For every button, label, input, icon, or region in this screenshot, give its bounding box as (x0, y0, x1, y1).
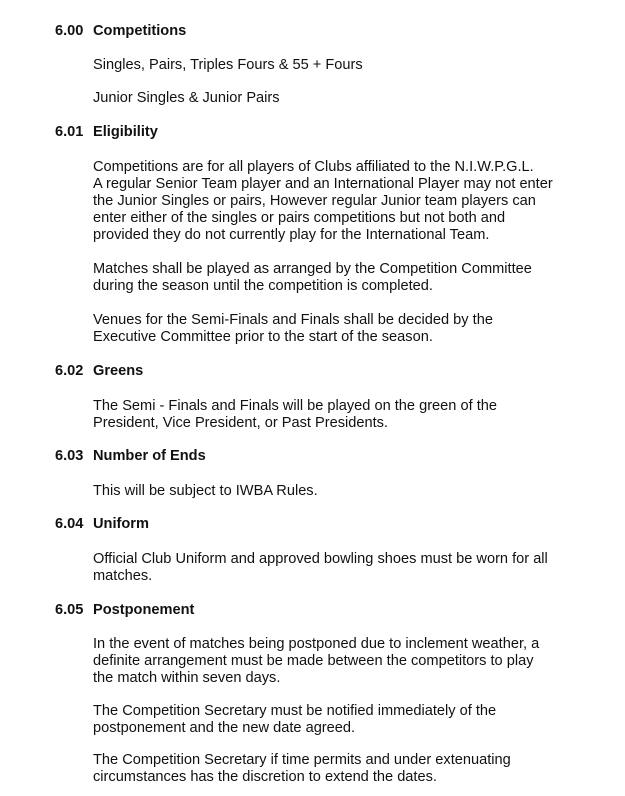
section-heading (55, 363, 143, 380)
paragraph: The Competition Secretary must be notified immediately of the postponement and the new date agreed. (93, 703, 497, 736)
section-title: Greens (93, 363, 144, 379)
section-number: 6.05 (55, 602, 84, 618)
paragraph: In the event of matches being postponed due to inclement weather, a definite arrangement must be made between the competitors to play the match within seven days. (93, 636, 540, 686)
section-number: 6.04 (55, 516, 84, 532)
section-number: 6.00 (55, 23, 84, 39)
section-title: Uniform (93, 516, 149, 532)
section-heading (55, 23, 186, 40)
paragraph: Matches shall be played as arranged by the Competition Committee during the season until the competition is completed. (93, 261, 532, 294)
section-title: Number of Ends (93, 448, 206, 464)
paragraph: Singles, Pairs, Triples Fours & 55 + Fours (93, 57, 363, 73)
section-number: 6.02 (55, 363, 84, 379)
section-number: 6.03 (55, 448, 84, 464)
section-heading (55, 602, 194, 619)
paragraph: This will be subject to IWBA Rules. (93, 483, 318, 499)
paragraph: The Semi - Finals and Finals will be played on the green of the President, Vice President, or Past Presidents. (93, 398, 497, 431)
section-title: Postponement (93, 602, 195, 618)
section-number: 6.01 (55, 124, 84, 140)
section-title: Eligibility (93, 124, 158, 140)
paragraph: Official Club Uniform and approved bowling shoes must be worn for all matches. (93, 551, 548, 584)
section-heading (55, 448, 206, 465)
paragraph: Junior Singles & Junior Pairs (93, 90, 280, 106)
paragraph: Competitions are for all players of Clubs affiliated to the N.I.W.P.G.L. A regular Senior Team player and an International Player may not enter the Junior Singles or pairs, However regular Junior team players can enter either of the singles or pairs competitions but not both and provided they do not currently play for the International Team. (93, 159, 553, 243)
section-heading (55, 516, 149, 533)
paragraph: The Competition Secretary if time permits and under extenuating circumstances has the discretion to extend the dates. (93, 752, 511, 785)
paragraph: Venues for the Semi-Finals and Finals shall be decided by the Executive Committee prior to the start of the season. (93, 312, 493, 345)
section-title: Competitions (93, 23, 187, 39)
section-heading (55, 124, 158, 141)
